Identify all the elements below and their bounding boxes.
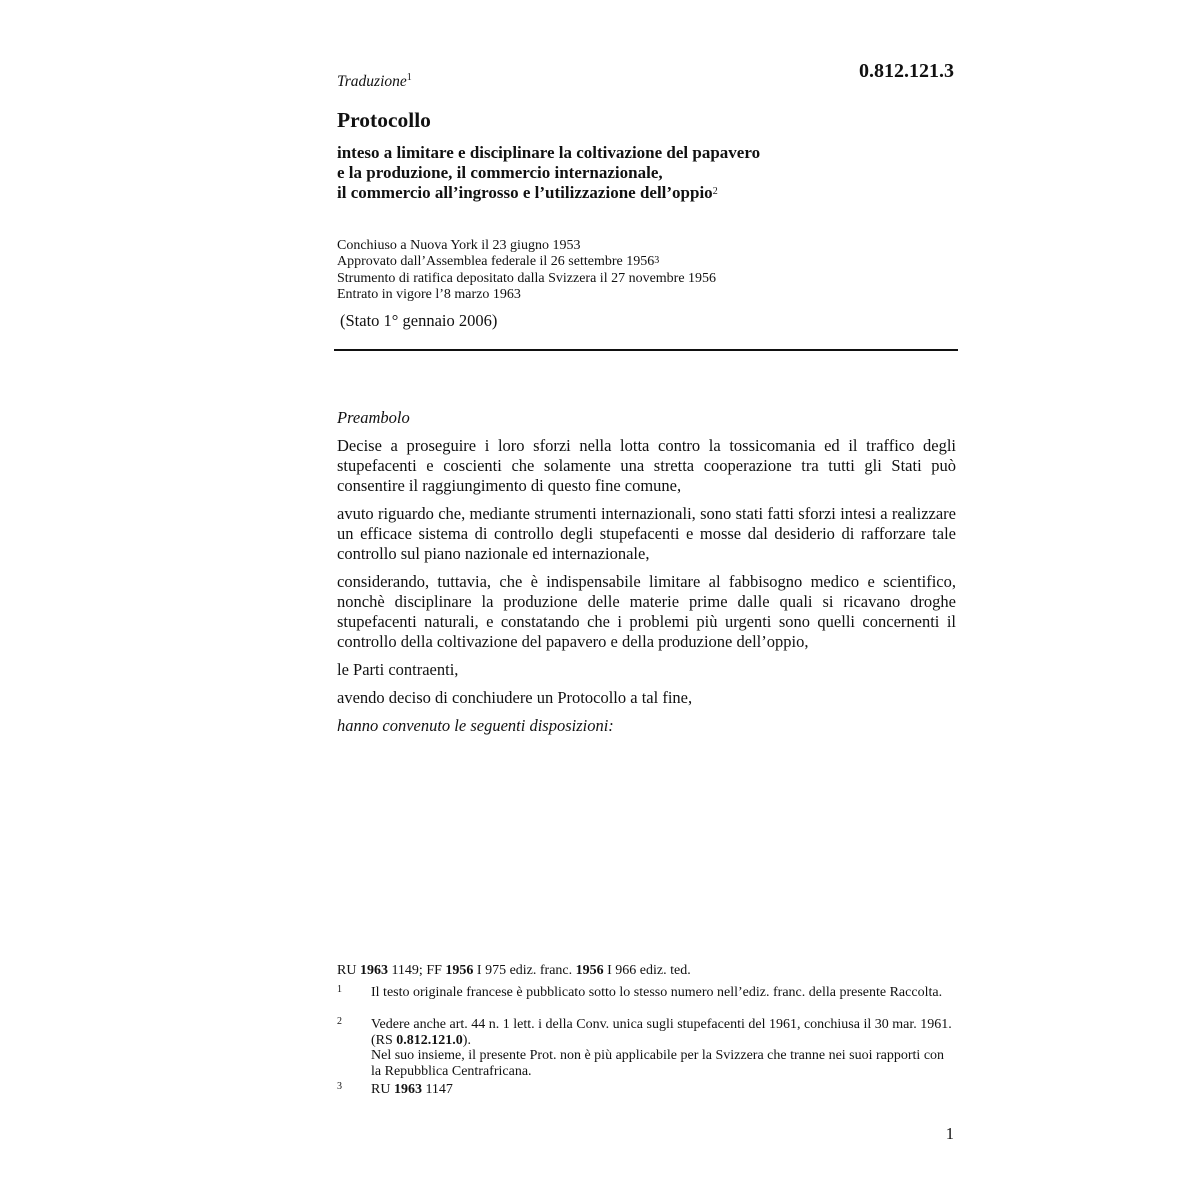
meta-in-force: Entrato in vigore l’8 marzo 1963 <box>337 286 521 302</box>
document-title: Protocollo <box>337 108 431 132</box>
status-date: (Stato 1° gennaio 2006) <box>340 311 498 330</box>
subtitle-line-3: il commercio all’ingrosso e l’utilizzazione dell’oppio$^2$ <box>337 183 718 202</box>
meta-concluded: Conchiuso a Nuova York il 23 giugno 1953 <box>337 238 581 253</box>
document-meta <box>337 238 957 303</box>
preamble-paragraph-5: avendo deciso di conchiudere un Protocollo a tal fine, <box>337 688 693 707</box>
subtitle-line-1: inteso a limitare e disciplinare la coltivazione del papavero <box>337 143 761 162</box>
translation-label: Traduzione$^1$ <box>337 72 412 90</box>
subtitle-line-2: e la produzione, il commercio internazionale, <box>337 163 663 182</box>
meta-approved: Approvato dall’Assemblea federale il 26 settembre 1956$^3$ <box>337 254 660 270</box>
page-number: 1 <box>945 1124 954 1143</box>
footnote-number: 1 <box>337 984 342 995</box>
footnote-text: RU 1963 1147 <box>371 1082 453 1097</box>
footnote-3 <box>337 1082 957 1098</box>
preamble-paragraph-4: le Parti contraenti, <box>337 660 459 679</box>
preamble-body <box>337 436 956 736</box>
footnote-ref-2: 2 <box>712 186 718 197</box>
footnote-2 <box>337 1017 957 1079</box>
preamble-paragraph-1: Decise a proseguire i loro sforzi nella lotta contro la tossicomania ed il traffico degli stupefacenti e coscienti che solamente una stretta cooperazione tra tutti gli Stati può consentire il raggiungimento di questo fine comune, <box>337 436 956 495</box>
publication-reference: RU 1963 1149; FF 1956 I 975 ediz. franc. 1956 I 966 ediz. ted. <box>337 963 691 978</box>
preamble-paragraph-6: hanno convenuto le seguenti disposizioni: <box>337 716 614 735</box>
footnote-text: Il testo originale francese è pubblicato sotto lo stesso numero nell’ediz. franc. della presente Raccolta. <box>371 985 943 1000</box>
footnote-ref-3: 3 <box>654 255 660 267</box>
sr-number: 0.812.121.3 <box>859 60 954 82</box>
meta-ratification: Strumento di ratifica depositato dalla Svizzera il 27 novembre 1956 <box>337 270 717 286</box>
document-subtitle <box>337 143 937 203</box>
footnote-text: Vedere anche art. 44 n. 1 lett. i della Conv. unica sugli stupefacenti del 1961, conchiusa il 30 mar. 1961. (RS 0.812.121.0). <box>371 1017 952 1048</box>
footnote-number: 3 <box>337 1081 342 1092</box>
preamble-paragraph-3: considerando, tuttavia, che è indispensabile limitare al fabbisogno medico e scientifico, nonchè disciplinare la produzione delle materie prime dalle quali si ricavano droghe stupefacenti naturali, e constatando che i problemi più urgenti sono quelli concernenti il controllo della coltivazione del papavero e della produzione dell’oppio, <box>337 572 956 651</box>
footnote-1 <box>337 985 957 1001</box>
preamble-paragraph-2: avuto riguardo che, mediante strumenti internazionali, sono stati fatti sforzi intesi a realizzare un efficace sistema di controllo degli stupefacenti e mosse dal desiderio di rafforzare tale controllo sul piano nazionale ed internazionale, <box>337 504 956 563</box>
footnote-ref-1: 1 <box>406 72 412 83</box>
header-divider <box>334 349 958 351</box>
preamble-heading: Preambolo <box>337 408 410 427</box>
footnote-number: 2 <box>337 1016 342 1027</box>
footnote-text-continued: Nel suo insieme, il presente Prot. non è più applicabile per la Svizzera che tranne nei suoi rapporti con la Repubblica Centrafricana. <box>371 1048 945 1079</box>
